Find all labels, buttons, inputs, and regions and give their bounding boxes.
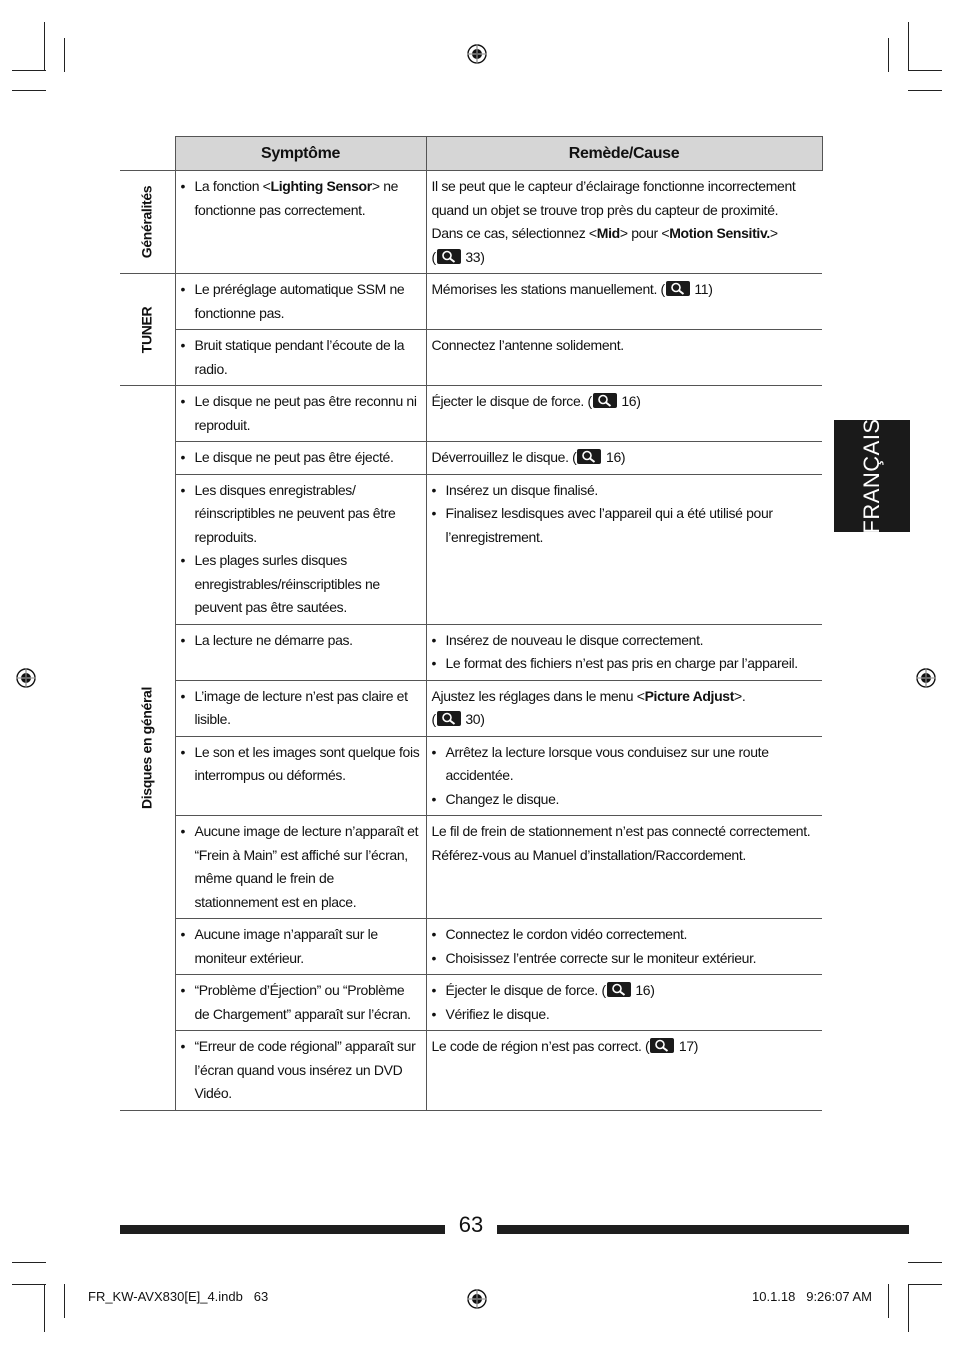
- language-tab-label: FRANÇAIS: [859, 418, 884, 534]
- table-row: [120, 816, 822, 919]
- table-row: [120, 171, 822, 274]
- crop-mark: [908, 22, 909, 70]
- table-row: [120, 274, 822, 330]
- remedy-cell: Ajustez les réglages dans le menu <Picture Adjust>. ( 30): [426, 680, 822, 736]
- crop-mark: [888, 38, 889, 72]
- remedy-item: • Insérez un disque finalisé.: [432, 479, 818, 503]
- crop-mark: [888, 1284, 889, 1318]
- symptom-item: • Les disques enregistrables/ réinscriptibles ne peuvent pas être reproduits.: [181, 479, 421, 550]
- registration-mark-icon: [915, 667, 937, 689]
- page-bar-right: [497, 1225, 909, 1234]
- symptom-cell: [175, 386, 426, 442]
- table-header-row: [120, 137, 822, 171]
- crop-mark: [908, 1284, 942, 1285]
- category-label-discs: Disques en général: [138, 686, 155, 809]
- header-symptom: Symptôme: [175, 137, 426, 171]
- symptom-cell: [175, 816, 426, 919]
- troubleshooting-table: [120, 136, 823, 1111]
- category-cell-tuner: [120, 274, 175, 386]
- symptom-cell: [175, 330, 426, 386]
- registration-mark-icon: [466, 43, 488, 65]
- crop-mark: [908, 90, 942, 91]
- symptom-item: • Le préréglage automatique SSM ne fonctionne pas.: [181, 278, 421, 325]
- magnifier-reference-icon: [650, 1038, 674, 1053]
- remedy-item: • Finalisez lesdisques avec l’appareil qui a été utilisé pour l’enregistrement.: [432, 502, 818, 549]
- remedy-item: • Vérifiez le disque.: [432, 1003, 818, 1027]
- remedy-item: • Choisissez l’entrée correcte sur le moniteur extérieur.: [432, 947, 818, 971]
- symptom-item: • Aucune image de lecture n’apparaît et “Frein à Main” est affiché sur l’écran, même quand le frein de stationnement est en place.: [181, 820, 421, 914]
- remedy-cell: Connectez l’antenne solidement.: [426, 330, 822, 386]
- table-row: [120, 474, 822, 624]
- crop-mark: [12, 90, 46, 91]
- symptom-item: • Le son et les images sont quelque fois interrompus ou déformés.: [181, 741, 421, 788]
- language-tab: [834, 420, 910, 532]
- symptom-item: • Le disque ne peut pas être reconnu ni reproduit.: [181, 390, 421, 437]
- remedy-cell: Le code de région n’est pas correct. ( 17): [426, 1031, 822, 1111]
- magnifier-reference-icon: [577, 449, 601, 464]
- symptom-cell: [175, 171, 426, 274]
- crop-mark: [12, 70, 46, 71]
- table-row: [120, 975, 822, 1031]
- symptom-item: • La lecture ne démarre pas.: [181, 629, 421, 653]
- crop-mark: [12, 1284, 46, 1285]
- category-cell-general: [120, 171, 175, 274]
- crop-mark: [12, 1262, 46, 1263]
- magnifier-reference-icon: [593, 393, 617, 408]
- remedy-item: • Changez le disque.: [432, 788, 818, 812]
- page-number: 63: [458, 1212, 484, 1237]
- remedy-cell: Le fil de frein de stationnement n’est pas connecté correctement. Référez-vous au Manuel d’installation/Raccordement.: [426, 816, 822, 919]
- crop-mark: [44, 22, 45, 70]
- remedy-cell: Mémorises les stations manuellement. ( 11): [426, 274, 822, 330]
- symptom-item: • Bruit statique pendant l’écoute de la radio.: [181, 334, 421, 381]
- magnifier-reference-icon: [666, 281, 690, 296]
- symptom-item: • Le disque ne peut pas être éjecté.: [181, 446, 421, 470]
- symptom-cell: [175, 624, 426, 680]
- table-row: [120, 442, 822, 475]
- symptom-cell: [175, 975, 426, 1031]
- table-row: [120, 386, 822, 442]
- remedy-cell: [426, 975, 822, 1031]
- symptom-cell: [175, 442, 426, 475]
- symptom-cell: [175, 1031, 426, 1111]
- magnifier-reference-icon: [437, 249, 461, 264]
- remedy-item: • Insérez de nouveau le disque correctement.: [432, 629, 818, 653]
- remedy-cell: [426, 624, 822, 680]
- table-row: [120, 624, 822, 680]
- remedy-item: • Arrêtez la lecture lorsque vous conduisez sur une route accidentée.: [432, 741, 818, 788]
- remedy-item: • Connectez le cordon vidéo correctement.: [432, 923, 818, 947]
- header-remedy: Remède/Cause: [426, 137, 822, 171]
- table-row: [120, 736, 822, 816]
- symptom-item: • “Erreur de code régional” apparaît sur l’écran quand vous insérez un DVD Vidéo.: [181, 1035, 421, 1106]
- crop-mark: [908, 1262, 942, 1263]
- magnifier-reference-icon: [437, 711, 461, 726]
- footer-timestamp: 10.1.18 9:26:07 AM: [752, 1289, 872, 1304]
- symptom-item: • “Problème d’Éjection” ou “Problème de Chargement” apparaît sur l’écran.: [181, 979, 421, 1026]
- crop-mark: [908, 1284, 909, 1332]
- table-row: [120, 1031, 822, 1111]
- symptom-cell: [175, 474, 426, 624]
- symptom-item: • La fonction <Lighting Sensor> ne fonctionne pas correctement.: [181, 175, 421, 222]
- crop-mark: [64, 38, 65, 72]
- remedy-cell: [426, 736, 822, 816]
- footer-file-info: FR_KW-AVX830[E]_4.indb 63: [88, 1289, 269, 1304]
- symptom-cell: [175, 680, 426, 736]
- remedy-cell: [426, 474, 822, 624]
- remedy-cell: Déverrouillez le disque. ( 16): [426, 442, 822, 475]
- table-row: [120, 680, 822, 736]
- registration-mark-icon: [15, 667, 37, 689]
- category-label-tuner: TUNER: [138, 306, 155, 353]
- remedy-cell: Il se peut que le capteur d’éclairage fonctionne incorrectement quand un objet se trouve trop près du capteur de proximité. Dans ce cas, sélectionnez <Mid> pour <Motion Sensitiv.> ( 33): [426, 171, 822, 274]
- category-label-general: Généralités: [138, 185, 155, 259]
- remedy-item: • Le format des fichiers n’est pas pris en charge par l’appareil.: [432, 652, 818, 676]
- magnifier-reference-icon: [607, 982, 631, 997]
- remedy-item: • Éjecter le disque de force. ( 16): [432, 979, 818, 1003]
- crop-mark: [44, 1284, 45, 1332]
- symptom-cell: [175, 274, 426, 330]
- table-row: [120, 330, 822, 386]
- symptom-item: • Les plages surles disques enregistrables/réinscriptibles ne peuvent pas être sautées.: [181, 549, 421, 620]
- symptom-item: • L’image de lecture n’est pas claire et lisible.: [181, 685, 421, 732]
- page-bar-left: [120, 1225, 445, 1234]
- crop-mark: [64, 1284, 65, 1318]
- crop-mark: [908, 70, 942, 71]
- remedy-cell: Éjecter le disque de force. ( 16): [426, 386, 822, 442]
- table-row: [120, 919, 822, 975]
- symptom-cell: [175, 736, 426, 816]
- category-cell-discs: [120, 386, 175, 1111]
- header-blank-cell: [120, 137, 175, 171]
- registration-mark-icon: [466, 1288, 488, 1310]
- remedy-cell: [426, 919, 822, 975]
- symptom-item: • Aucune image n’apparaît sur le moniteur extérieur.: [181, 923, 421, 970]
- symptom-cell: [175, 919, 426, 975]
